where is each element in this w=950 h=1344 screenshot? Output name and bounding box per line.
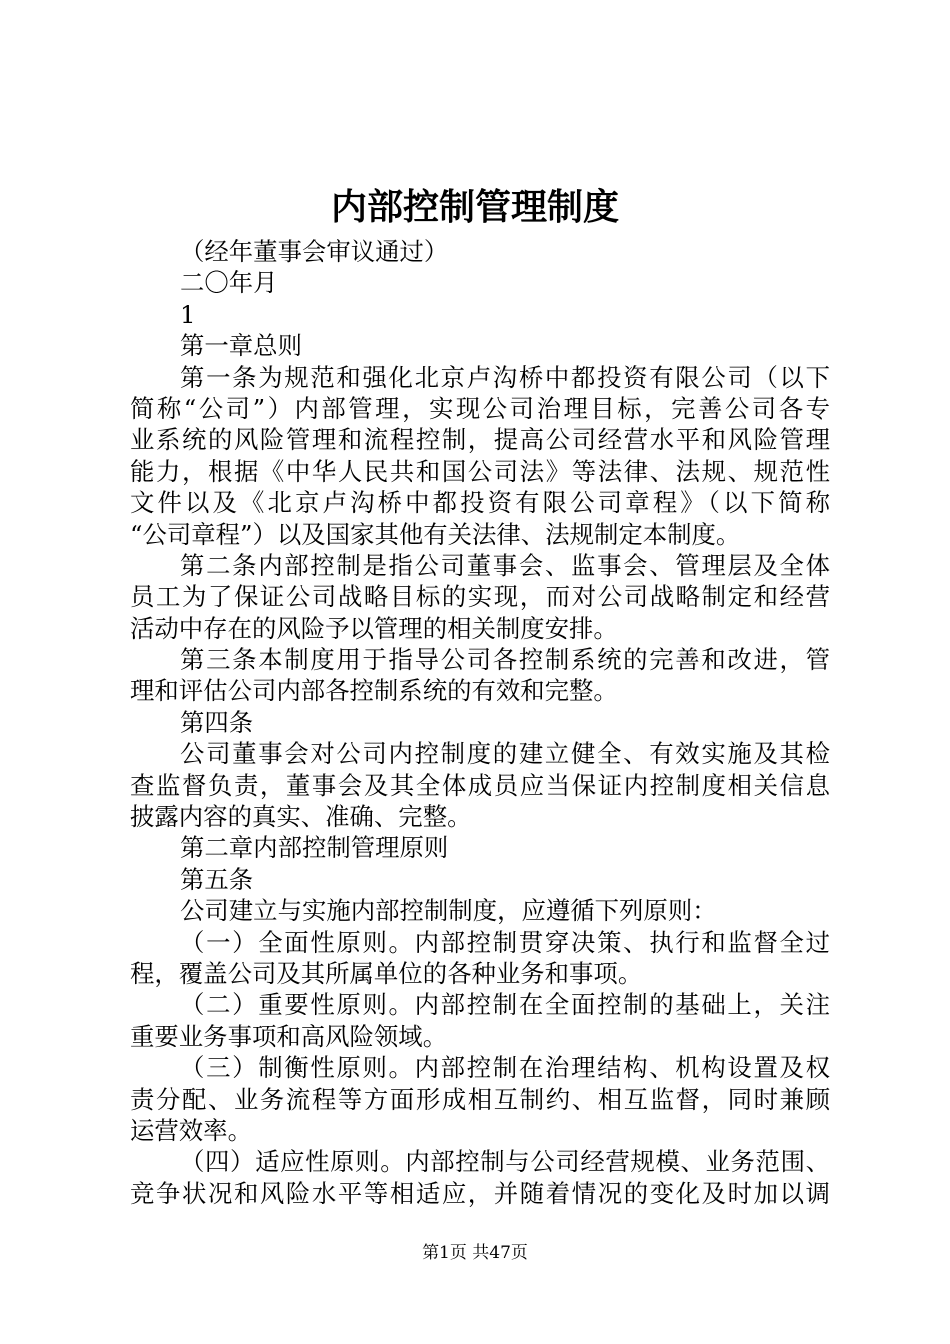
text-line: 第四条: [180, 707, 254, 737]
text-line: 竞争状况和风险水平等相适应，并随着情况的变化及时加以调: [130, 1178, 830, 1208]
text-line: 第五条: [180, 864, 254, 894]
text-line: 查监督负责，董事会及其全体成员应当保证内控制度相关信息: [130, 770, 830, 800]
text-line: 文件以及《北京卢沟桥中都投资有限公司章程》（以下简称: [130, 488, 830, 518]
document-body: [130, 236, 830, 1209]
text-line: 重要业务事项和高风险领域。: [130, 1021, 448, 1051]
text-line: 活动中存在的风险予以管理的相关制度安排。: [130, 613, 618, 643]
text-line: 运营效率。: [130, 1115, 252, 1145]
text-line: （经年董事会审议通过）: [180, 237, 449, 266]
text-line: 公司建立与实施内部控制制度，应遵循下列原则：: [180, 896, 717, 926]
text-line: 二〇年月: [180, 268, 278, 298]
text-line: 员工为了保证公司战略目标的实现，而对公司战略制定和经营: [130, 582, 830, 612]
text-line: 公司董事会对公司内控制度的建立健全、有效实施及其检: [180, 739, 830, 769]
text-line: 责分配、业务流程等方面形成相互制约、相互监督，同时兼顾: [130, 1084, 830, 1114]
text-line: （四）适应性原则。内部控制与公司经营规模、业务范围、: [180, 1147, 830, 1177]
text-line: 1: [180, 299, 196, 329]
text-line: （二）重要性原则。内部控制在全面控制的基础上，关注: [180, 990, 830, 1020]
text-line: 能力，根据《中华人民共和国公司法》等法律、法规、规范性: [130, 456, 830, 486]
text-line: 第一条为规范和强化北京卢沟桥中都投资有限公司（以下: [180, 362, 830, 392]
text-line: 披露内容的真实、准确、完整。: [130, 802, 472, 832]
text-line: 第二条内部控制是指公司董事会、监事会、管理层及全体: [180, 550, 830, 580]
document-title: 内部控制管理制度: [330, 186, 619, 228]
text-line: “公司章程”）以及国家其他有关法律、法规制定本制度。: [130, 519, 741, 549]
text-line: （一）全面性原则。内部控制贯穿决策、执行和监督全过: [180, 927, 830, 957]
text-line: 第一章总则: [180, 331, 302, 361]
text-line: 程，覆盖公司及其所属单位的各种业务和事项。: [130, 958, 643, 988]
text-line: 业系统的风险管理和流程控制，提高公司经营水平和风险管理: [130, 425, 830, 455]
text-line: （三）制衡性原则。内部控制在治理结构、机构设置及权: [180, 1053, 830, 1083]
text-line: 简称“公司”）内部管理，实现公司治理目标，完善公司各专: [130, 393, 830, 423]
text-line: 理和评估公司内部各控制系统的有效和完整。: [130, 676, 618, 706]
text-line: 第三条本制度用于指导公司各控制系统的完善和改进，管: [180, 645, 830, 675]
page-footer: 第1页 共47页: [422, 1243, 528, 1263]
text-line: 第二章内部控制管理原则: [180, 833, 449, 863]
